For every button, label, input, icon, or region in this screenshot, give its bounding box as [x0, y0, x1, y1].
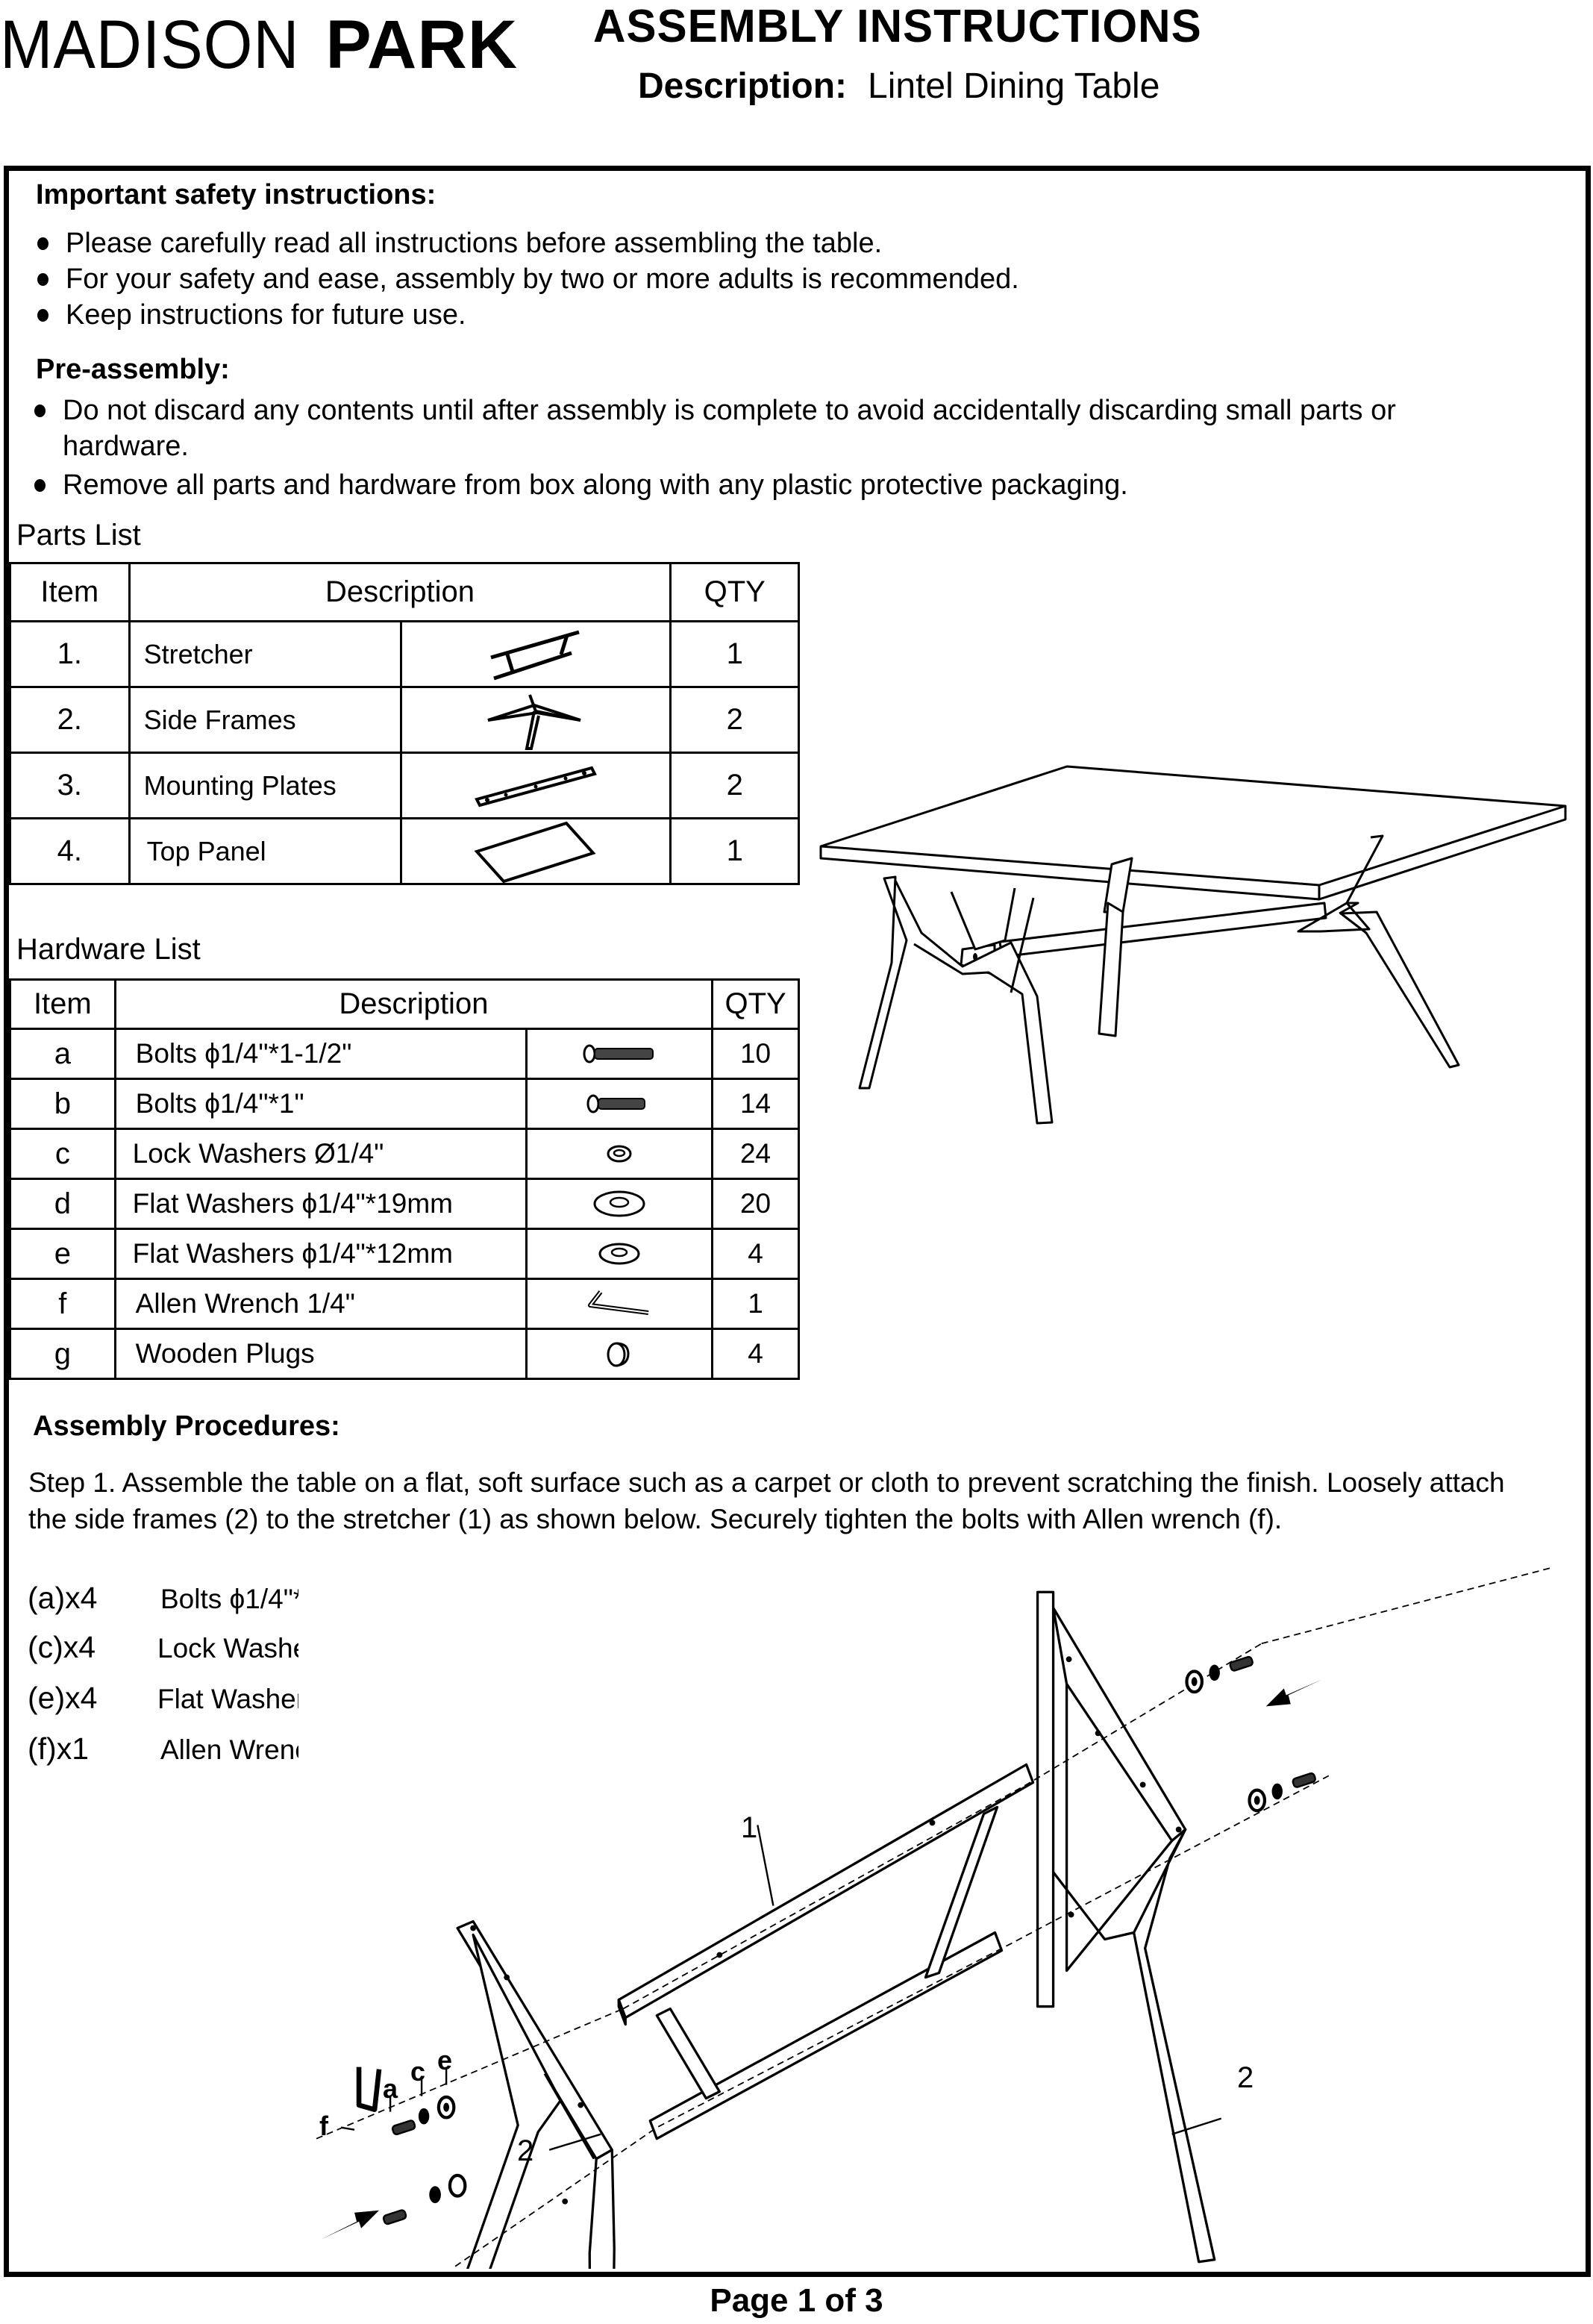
brand-logo-light: MADISON: [0, 7, 300, 83]
part-qty: 1: [671, 819, 799, 884]
assembled-table-illustration: [810, 754, 1586, 1187]
hardware-description: Lock Washers Ø1/4": [115, 1129, 526, 1179]
description-label: Description:: [638, 66, 848, 106]
table-row: [10, 1079, 799, 1129]
page-number: Page 1 of 3: [710, 2282, 883, 2319]
table-row: [10, 1129, 799, 1179]
short-bolt-icon: [526, 1079, 712, 1129]
table-row: [10, 1179, 799, 1229]
safety-item: For your safety and ease, assembly by two or more adults is recommended.: [36, 261, 1453, 297]
procedures-heading: Assembly Procedures:: [33, 1411, 340, 1442]
part-qty: 1: [671, 622, 799, 687]
table-row: [10, 687, 799, 753]
product-description: [638, 66, 1159, 107]
safety-item: Please carefully read all instructions before assembling the table.: [36, 225, 1453, 261]
parts-header-row: [10, 563, 799, 622]
table-row: [10, 1279, 799, 1329]
hardware-item: a: [10, 1029, 116, 1079]
parts-list-table: [9, 562, 800, 885]
step-1-text: Step 1. Assemble the table on a flat, soft surface such as a carpet or cloth to prevent scratching the finish. Loosely attach the side frames (2) to the stretcher (1) as shown below. Securely tighten the bolts with Allen wrench (f).: [28, 1467, 1505, 1534]
hardware-item: e: [10, 1229, 116, 1279]
hardware-item: g: [10, 1329, 116, 1379]
safety-item: Keep instructions for future use.: [36, 297, 1453, 333]
safety-heading: Important safety instructions:: [36, 179, 436, 210]
callout-bolt: a: [383, 2073, 398, 2104]
table-row: [10, 753, 799, 819]
long-bolt-icon: [526, 1029, 712, 1079]
stretcher-top-rail: [619, 1764, 1033, 2017]
step-hardware-description: Allen Wrench 1/4": [160, 1734, 381, 1765]
hardware-qty: 20: [713, 1179, 799, 1229]
hardware-qty: 4: [713, 1329, 799, 1379]
hardware-header-qty: QTY: [713, 980, 799, 1029]
parts-header-description: Description: [129, 563, 671, 622]
part-item: 1.: [10, 622, 130, 687]
part-item: 3.: [10, 753, 130, 819]
part-description: Top Panel: [129, 819, 401, 884]
allen-wrench-icon: [526, 1279, 712, 1329]
table-row: [10, 622, 799, 687]
hardware-qty: 14: [713, 1079, 799, 1129]
hardware-header-item: Item: [10, 980, 116, 1029]
callout-side-frame-left: 2: [517, 2134, 534, 2167]
table-row: [10, 819, 799, 884]
hardware-description: Flat Washers ϕ1/4"*19mm: [115, 1179, 526, 1229]
left-side-frame-leg: [589, 2150, 614, 2269]
pre-assembly-heading: Pre-assembly:: [36, 354, 230, 385]
part-qty: 2: [671, 753, 799, 819]
step-hardware-code: (f)x1: [28, 1731, 89, 1766]
brand-logo-bold: PARK: [325, 7, 519, 83]
hardware-header-row: [10, 980, 799, 1029]
page-title: ASSEMBLY INSTRUCTIONS: [593, 1, 1202, 52]
part-description: Side Frames: [129, 687, 401, 753]
hardware-list-title: Hardware List: [16, 933, 201, 966]
hardware-description: Allen Wrench 1/4": [115, 1279, 526, 1329]
hardware-qty: 1: [713, 1279, 799, 1329]
stretcher-icon: [401, 622, 671, 687]
pre-assembly-item: Remove all parts and hardware from box along with any plastic protective packaging.: [33, 467, 1510, 503]
part-description: Mounting Plates: [129, 753, 401, 819]
part-item: 4.: [10, 819, 130, 884]
step-hardware-description: Flat Washers ϕ1/4"*12mm: [157, 1684, 478, 1714]
pre-assembly-item: Do not discard any contents until after assembly is complete to avoid accidentally discarding small parts or hardware.: [33, 393, 1510, 464]
table-row: [10, 1029, 799, 1079]
pre-assembly-list: [33, 393, 1510, 503]
callout-lock-washer: c: [410, 2056, 426, 2087]
parts-header-qty: QTY: [671, 563, 799, 622]
step-hardware-description: Lock Washers Ø1/4": [157, 1633, 409, 1664]
brand-logo: [0, 7, 519, 83]
callout-wrench: f: [319, 2111, 328, 2141]
hardware-description: Wooden Plugs: [115, 1329, 526, 1379]
safety-list: [36, 225, 1453, 333]
step-hardware-description: Bolts ϕ1/4"*1-1/2": [160, 1584, 377, 1614]
right-side-frame-leg: [1134, 1829, 1215, 2261]
hardware-item: d: [10, 1179, 116, 1229]
parts-header-item: Item: [10, 563, 130, 622]
parts-list-title: Parts List: [16, 519, 141, 552]
hardware-item: f: [10, 1279, 116, 1329]
lock-washer-icon: [526, 1129, 712, 1179]
step-hardware-code: (a)x4: [28, 1581, 98, 1615]
table-row: [10, 1229, 799, 1279]
hardware-qty: 10: [713, 1029, 799, 1079]
hardware-header-description: Description: [115, 980, 712, 1029]
step-hardware-code: (e)x4: [28, 1681, 98, 1715]
left-hardware-stack: [359, 2067, 465, 2225]
right-side-frame-front-leg: [1038, 1592, 1054, 2006]
description-value: Lintel Dining Table: [868, 66, 1160, 106]
top-panel-icon: [401, 819, 671, 884]
part-item: 2.: [10, 687, 130, 753]
hardware-description: Flat Washers ϕ1/4"*12mm: [115, 1229, 526, 1279]
hardware-description: Bolts ϕ1/4"*1-1/2": [115, 1029, 526, 1079]
hardware-list-table: [9, 978, 800, 1380]
callout-side-frame-right: 2: [1237, 2061, 1254, 2094]
hardware-item: b: [10, 1079, 116, 1129]
part-qty: 2: [671, 687, 799, 753]
table-row: [10, 1329, 799, 1379]
right-arrow-icon: [1266, 1679, 1322, 1706]
hardware-description: Bolts ϕ1/4"*1": [115, 1079, 526, 1129]
large-flat-washer-icon: [526, 1179, 712, 1229]
hardware-item: c: [10, 1129, 116, 1179]
right-hardware-stack: [1186, 1656, 1315, 1811]
part-description: Stretcher: [129, 622, 401, 687]
callout-stretcher: 1: [741, 1811, 758, 1844]
side-frame-icon: [401, 687, 671, 753]
small-flat-washer-icon: [526, 1229, 712, 1279]
hardware-qty: 24: [713, 1129, 799, 1179]
left-arrow-icon: [321, 2211, 379, 2240]
wooden-plug-icon: [526, 1329, 712, 1379]
step-hardware-code: (c)x4: [28, 1630, 96, 1664]
callout-flat-washer: e: [437, 2045, 453, 2075]
mounting-plate-icon: [401, 753, 671, 819]
hardware-qty: 4: [713, 1229, 799, 1279]
